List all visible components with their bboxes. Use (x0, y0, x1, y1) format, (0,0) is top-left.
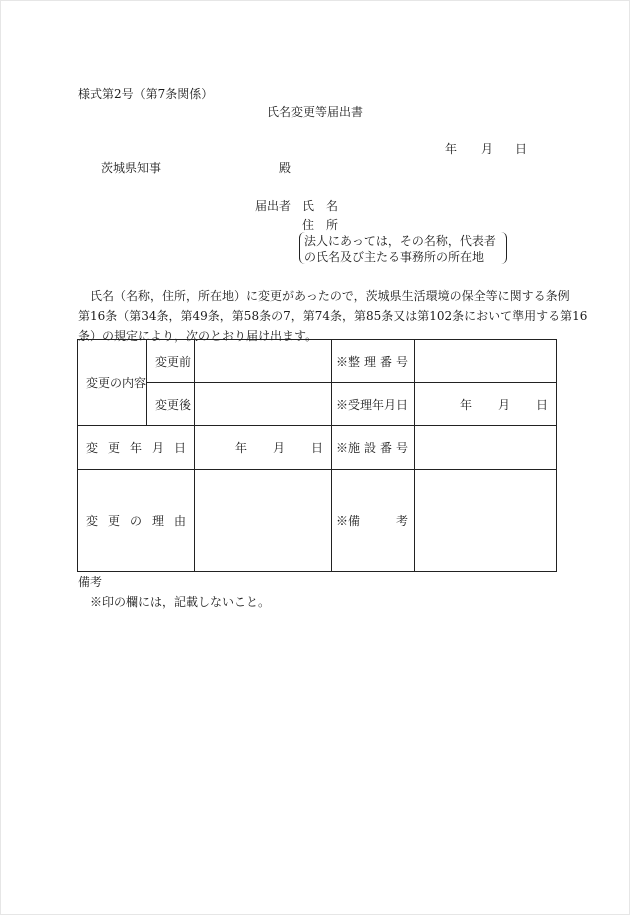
date-year-label: 年 (445, 142, 458, 156)
date-day-label: 日 (515, 142, 528, 156)
before-value-field[interactable] (195, 340, 332, 383)
facility-number-label: ※施 設 番 号 (332, 426, 415, 469)
ref-number-field[interactable] (415, 340, 557, 383)
addressee: 茨城県知事 (101, 161, 162, 175)
received-year: 年 (459, 397, 472, 412)
applicant-name-label: 氏 名 (302, 199, 339, 213)
before-label: 変更前 (147, 340, 195, 383)
reason-field[interactable] (195, 469, 332, 571)
applicant-label: 届出者 (255, 199, 292, 213)
applicant-address-label: 住 所 (302, 218, 339, 232)
declaration-line1: 氏名（名称，住所，所在地）に変更があったので，茨城県生活環境の保全等に関する条例 (90, 289, 570, 303)
received-date-label: ※受理年月日 (332, 383, 415, 426)
remarks-field[interactable] (415, 469, 557, 571)
change-date-label: 変 更 年 月 日 (78, 426, 195, 469)
declaration-line2: 第16条（第34条，第49条，第58条の7，第74条，第85条又は第102条において準用する第16 (78, 309, 588, 323)
corporate-note-line1: 法人にあっては，その名称，代表者 (304, 234, 496, 248)
date-month-label: 月 (481, 142, 494, 156)
after-label: 変更後 (147, 383, 195, 426)
form-number: 様式第2号（第7条関係） (78, 87, 214, 101)
honorific: 殿 (279, 161, 292, 175)
after-value-field[interactable] (195, 383, 332, 426)
notification-table (77, 339, 557, 572)
change-day: 日 (310, 440, 323, 455)
form-title: 氏名変更等届出書 (267, 105, 364, 119)
ref-number-label: ※整 理 番 号 (332, 340, 415, 383)
change-month: 月 (272, 440, 285, 455)
declaration-paragraph (78, 286, 588, 346)
declaration-line3: 条）の規定により，次のとおり届け出ます。 (78, 329, 318, 343)
facility-number-field[interactable] (415, 426, 557, 469)
change-content-label: 変更の内容 (78, 340, 147, 426)
received-month: 月 (497, 397, 510, 412)
received-day: 日 (535, 397, 548, 412)
corporate-note-line2: の氏名及び主たる事務所の所在地 (304, 250, 485, 264)
received-date-field[interactable] (415, 383, 557, 426)
change-date-field[interactable] (195, 426, 332, 469)
reason-label: 変 更 の 理 由 (78, 469, 195, 571)
notes-heading: 備考 (78, 575, 103, 589)
notes-line1: ※印の欄には，記載しないこと。 (90, 595, 271, 609)
remarks-label: ※備 考 (332, 469, 415, 571)
change-year: 年 (234, 440, 247, 455)
